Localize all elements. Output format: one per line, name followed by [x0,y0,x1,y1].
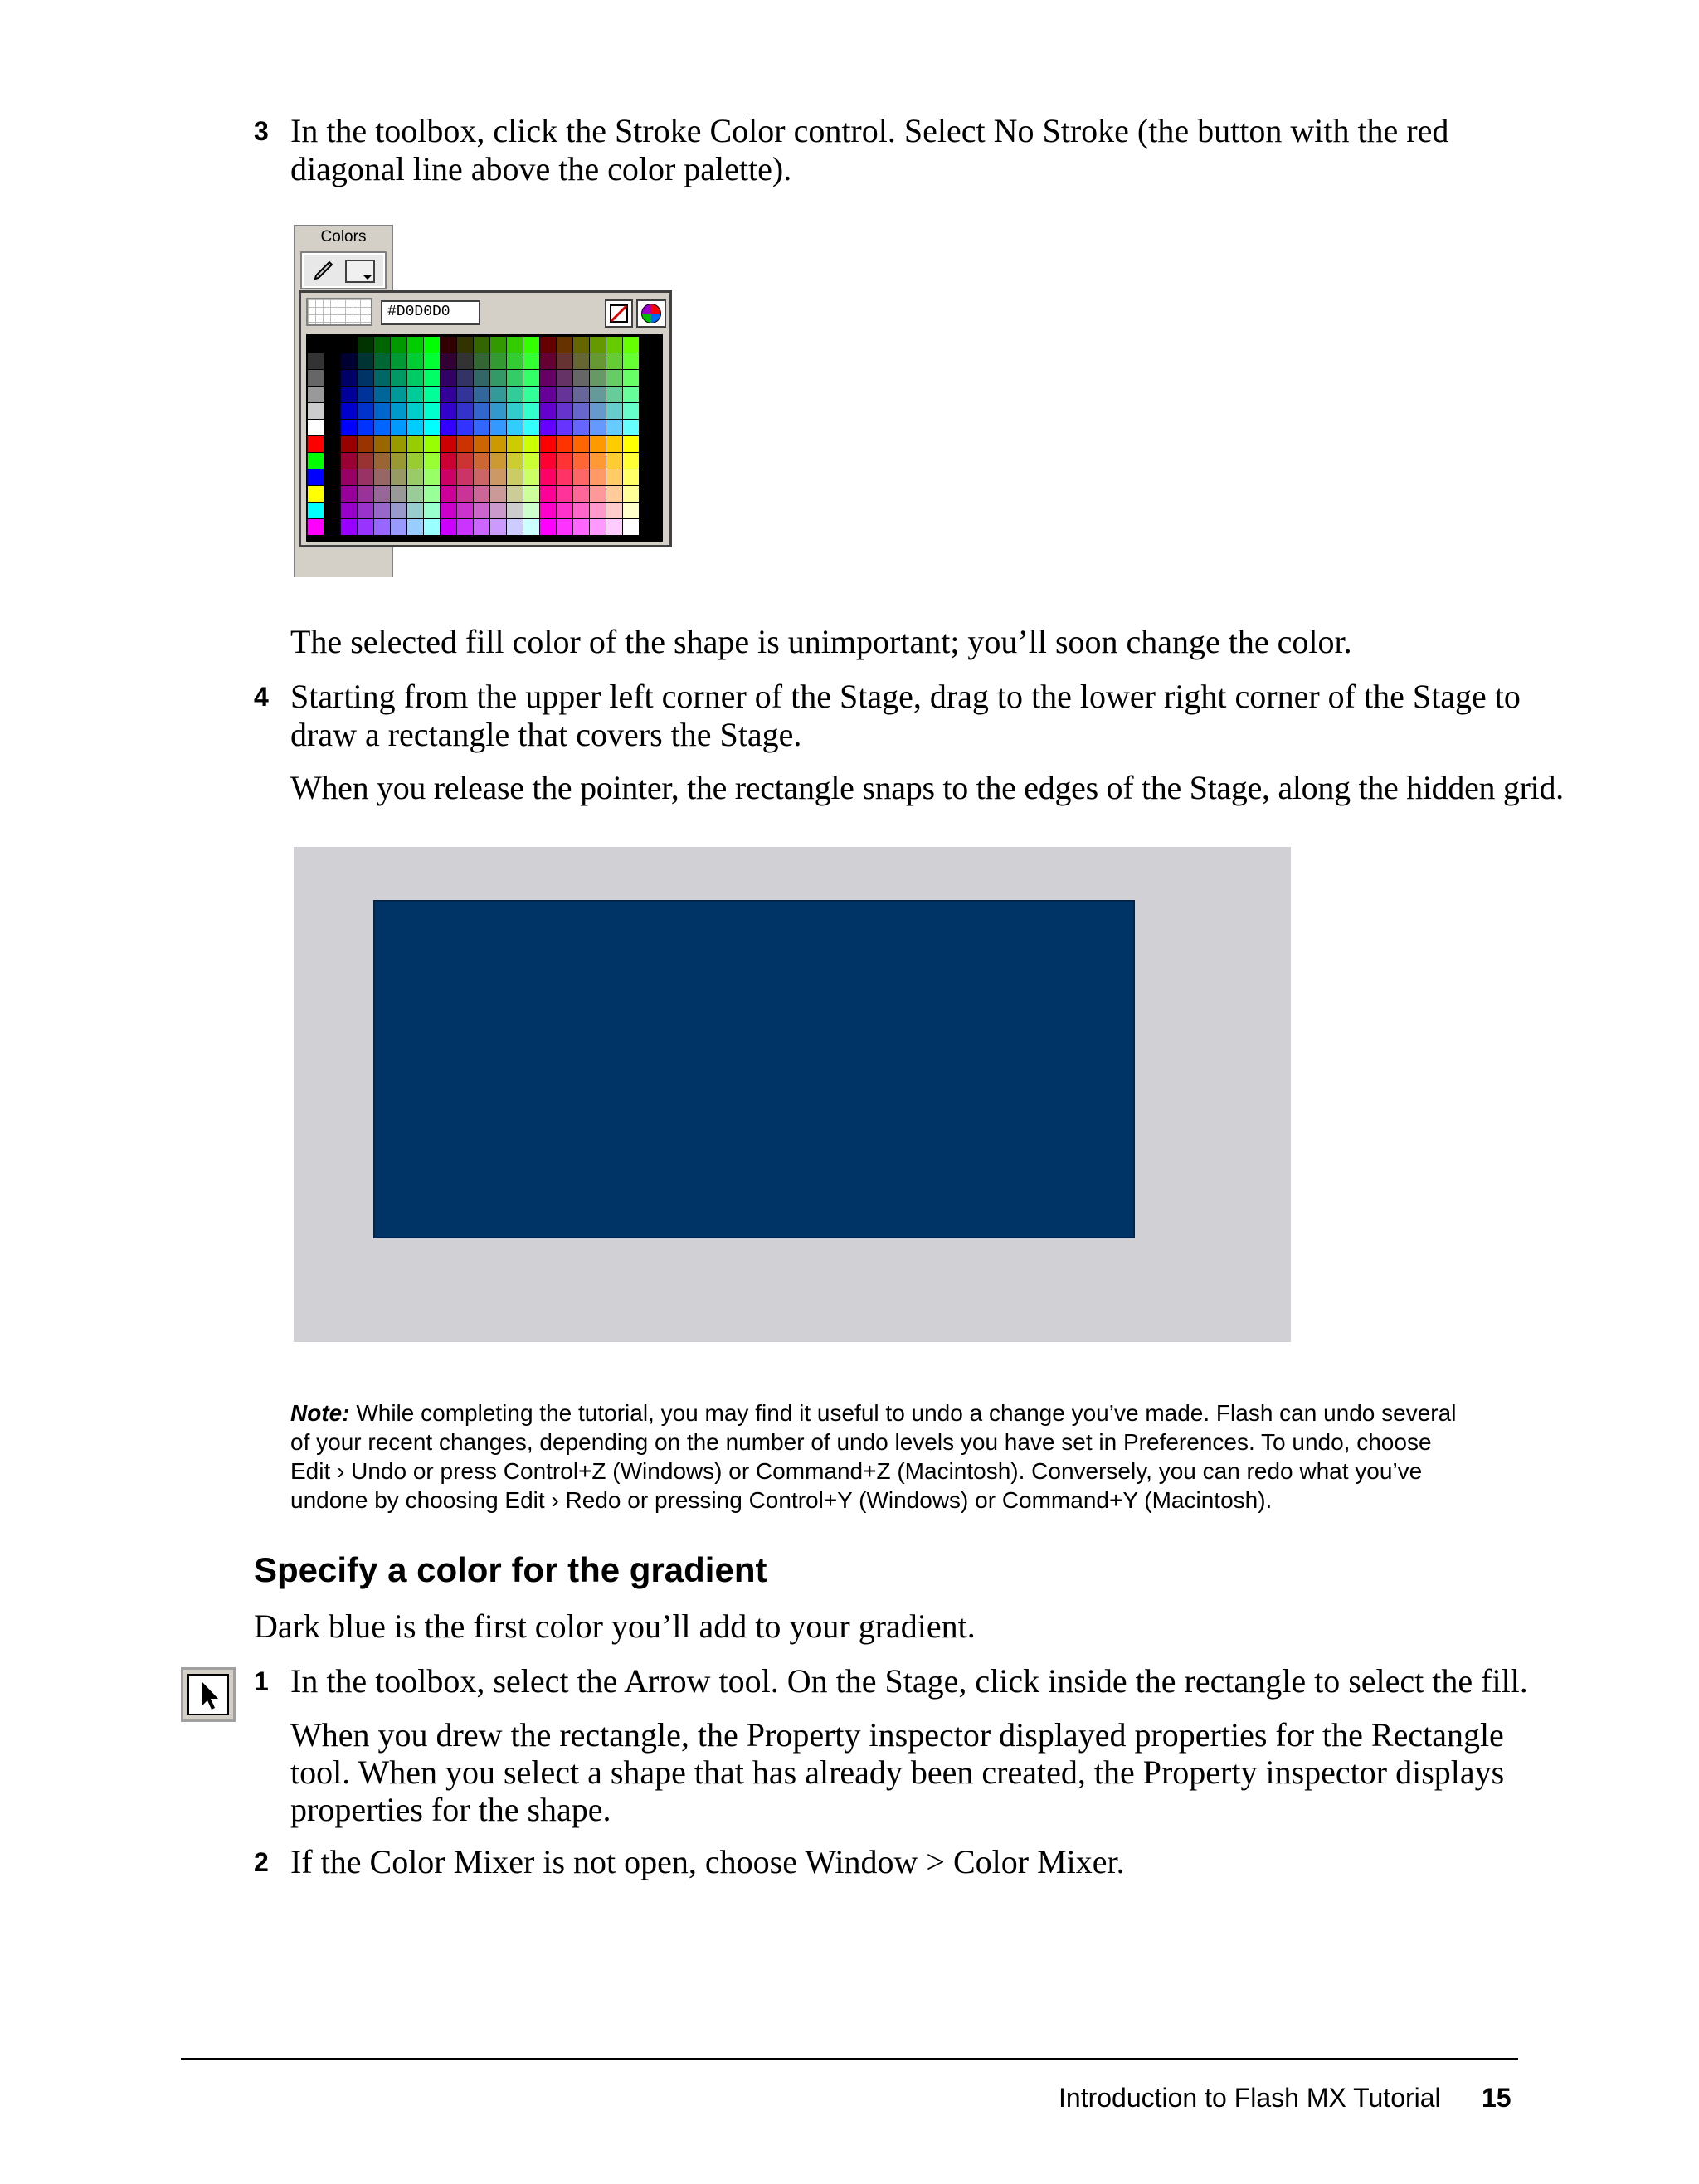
color-swatch[interactable] [374,486,391,503]
color-swatch[interactable] [590,469,606,486]
color-swatch[interactable] [606,486,623,503]
color-swatch[interactable] [308,486,324,503]
color-swatch[interactable] [490,403,507,420]
color-swatch[interactable] [358,337,374,353]
color-swatch[interactable] [374,337,391,353]
color-swatch[interactable] [590,453,606,469]
color-swatch[interactable] [308,503,324,519]
color-swatch[interactable] [457,469,474,486]
color-swatch[interactable] [374,469,391,486]
stage-rectangle[interactable] [373,900,1135,1238]
color-swatch[interactable] [407,420,424,436]
color-swatch[interactable] [441,503,457,519]
note-text: undone by choosing Edit › Redo or pressing Control+Y (Windows) or Command+Y (Macintosh). [290,1487,1273,1513]
color-swatch[interactable] [457,453,474,469]
color-swatch[interactable] [640,503,656,519]
color-swatch[interactable] [374,453,391,469]
color-picker-button[interactable] [636,299,666,328]
color-swatch[interactable] [490,337,507,353]
color-swatch[interactable] [474,353,490,370]
section-heading: Specify a color for the gradient [254,1550,767,1589]
no-stroke-icon [606,301,631,326]
color-swatch[interactable] [457,403,474,420]
step-text: Starting from the upper left corner of the Stage, drag to the lower right corner of the Stage to [290,678,1521,715]
color-swatch[interactable] [407,469,424,486]
color-swatch[interactable] [590,370,606,387]
color-swatch[interactable] [457,503,474,519]
color-swatch[interactable] [523,486,540,503]
note-label: Note: [290,1400,350,1426]
color-swatch[interactable] [441,337,457,353]
color-swatch[interactable] [457,436,474,453]
stroke-swatch-icon[interactable] [345,260,375,283]
color-swatch[interactable] [358,469,374,486]
color-swatch[interactable] [391,469,407,486]
color-swatch[interactable] [374,519,391,536]
color-swatch[interactable] [557,370,573,387]
step-text: draw a rectangle that covers the Stage. [290,716,802,753]
color-swatch[interactable] [308,469,324,486]
arrow-tool-button[interactable] [181,1667,236,1722]
color-swatch[interactable] [507,486,523,503]
color-swatch[interactable] [374,503,391,519]
color-swatch[interactable] [640,353,656,370]
color-swatch[interactable] [474,370,490,387]
color-swatch[interactable] [374,436,391,453]
color-swatch[interactable] [557,420,573,436]
color-swatch[interactable] [557,436,573,453]
color-swatch[interactable] [308,403,324,420]
color-swatch[interactable] [457,387,474,403]
color-swatch[interactable] [573,387,590,403]
color-swatch[interactable] [490,436,507,453]
color-swatch[interactable] [424,420,441,436]
color-swatch[interactable] [490,503,507,519]
color-swatch[interactable] [341,370,358,387]
color-swatch[interactable] [308,370,324,387]
color-swatch[interactable] [590,436,606,453]
color-swatch[interactable] [606,436,623,453]
color-swatch[interactable] [507,387,523,403]
color-swatch[interactable] [441,469,457,486]
color-swatch[interactable] [507,469,523,486]
color-swatch[interactable] [341,420,358,436]
color-swatch[interactable] [324,353,341,370]
color-swatch[interactable] [573,370,590,387]
color-swatch[interactable] [391,403,407,420]
color-swatch[interactable] [308,519,324,536]
color-swatch[interactable] [490,519,507,536]
color-swatch[interactable] [391,337,407,353]
color-swatch[interactable] [490,469,507,486]
color-swatch[interactable] [457,486,474,503]
color-swatch[interactable] [324,387,341,403]
color-swatch[interactable] [424,337,441,353]
color-swatch[interactable] [523,403,540,420]
color-swatch[interactable] [507,403,523,420]
color-swatch[interactable] [640,469,656,486]
color-swatch[interactable] [573,436,590,453]
color-swatch-grid[interactable] [306,334,663,542]
color-swatch[interactable] [523,436,540,453]
color-swatch[interactable] [391,370,407,387]
color-swatch[interactable] [441,403,457,420]
color-swatch[interactable] [424,503,441,519]
color-swatch[interactable] [523,503,540,519]
no-stroke-button[interactable] [605,299,633,328]
color-swatch[interactable] [523,353,540,370]
color-swatch[interactable] [474,403,490,420]
color-swatch[interactable] [407,486,424,503]
color-swatch[interactable] [590,403,606,420]
color-swatch[interactable] [523,420,540,436]
color-swatch[interactable] [623,353,640,370]
color-swatch[interactable] [507,453,523,469]
color-swatch[interactable] [507,337,523,353]
arrow-tool-icon [183,1670,233,1719]
paragraph: When you release the pointer, the rectangle snaps to the edges of the Stage, along the hidden grid. [290,769,1564,806]
color-swatch[interactable] [424,486,441,503]
color-swatch[interactable] [573,353,590,370]
paragraph: tool. When you select a shape that has already been created, the Property inspector displays [290,1754,1505,1791]
paragraph: When you drew the rectangle, the Property inspector displayed properties for the Rectangle [290,1716,1504,1754]
color-swatch[interactable] [557,486,573,503]
color-palette-popup [299,290,672,547]
color-swatch[interactable] [474,503,490,519]
color-swatch[interactable] [324,337,341,353]
color-swatch[interactable] [507,436,523,453]
color-swatch[interactable] [540,486,557,503]
color-swatch[interactable] [540,353,557,370]
color-swatch[interactable] [457,337,474,353]
color-swatch[interactable] [324,370,341,387]
color-swatch[interactable] [441,486,457,503]
color-swatch[interactable] [407,387,424,403]
color-swatch[interactable] [557,519,573,536]
color-swatch[interactable] [391,387,407,403]
color-swatch[interactable] [540,453,557,469]
color-swatch[interactable] [640,387,656,403]
color-swatch[interactable] [557,403,573,420]
color-swatch[interactable] [308,420,324,436]
color-swatch[interactable] [540,420,557,436]
color-swatch[interactable] [523,469,540,486]
color-swatch[interactable] [358,486,374,503]
color-swatch[interactable] [308,387,324,403]
color-swatch[interactable] [606,503,623,519]
color-swatch[interactable] [540,403,557,420]
color-swatch[interactable] [640,337,656,353]
color-swatch[interactable] [441,453,457,469]
color-swatch[interactable] [490,453,507,469]
color-swatch[interactable] [573,420,590,436]
color-swatch[interactable] [557,453,573,469]
color-swatch[interactable] [623,403,640,420]
color-swatch[interactable] [407,519,424,536]
note-block [290,1398,1456,1515]
color-swatch[interactable] [407,503,424,519]
color-swatch[interactable] [358,436,374,453]
color-swatch[interactable] [606,519,623,536]
color-swatch[interactable] [308,436,324,453]
color-swatch[interactable] [623,370,640,387]
color-swatch[interactable] [441,420,457,436]
color-swatch[interactable] [374,370,391,387]
color-swatch[interactable] [640,403,656,420]
color-swatch[interactable] [623,453,640,469]
color-swatch[interactable] [457,353,474,370]
color-swatch[interactable] [573,453,590,469]
color-swatch[interactable] [490,353,507,370]
paragraph: properties for the shape. [290,1791,611,1828]
footer-rule [181,2058,1518,2060]
color-swatch[interactable] [606,420,623,436]
current-color-preview [306,298,372,326]
color-wheel-icon [638,301,665,326]
color-swatch[interactable] [540,503,557,519]
color-swatch[interactable] [324,436,341,453]
color-swatch[interactable] [474,486,490,503]
color-swatch[interactable] [573,519,590,536]
color-swatch[interactable] [590,519,606,536]
color-swatch[interactable] [424,387,441,403]
page-number: 15 [1482,2083,1512,2113]
color-swatch[interactable] [557,353,573,370]
color-swatch[interactable] [407,436,424,453]
color-swatch[interactable] [640,420,656,436]
color-swatch[interactable] [391,519,407,536]
color-swatch[interactable] [391,453,407,469]
color-swatch[interactable] [457,420,474,436]
footer-title: Introduction to Flash MX Tutorial [1059,2083,1441,2113]
color-swatch[interactable] [507,370,523,387]
color-swatch[interactable] [341,503,358,519]
color-swatch[interactable] [341,403,358,420]
color-swatch[interactable] [407,370,424,387]
color-swatch[interactable] [324,453,341,469]
color-swatch[interactable] [441,436,457,453]
color-swatch[interactable] [308,337,324,353]
color-swatch[interactable] [540,370,557,387]
color-swatch[interactable] [623,469,640,486]
color-swatch[interactable] [391,436,407,453]
color-swatch[interactable] [540,469,557,486]
color-swatch[interactable] [358,370,374,387]
color-swatch[interactable] [474,436,490,453]
color-swatch[interactable] [441,370,457,387]
color-swatch[interactable] [441,387,457,403]
color-swatch[interactable] [358,353,374,370]
stroke-color-control[interactable] [302,253,385,288]
color-swatch[interactable] [606,469,623,486]
color-swatch[interactable] [507,353,523,370]
color-swatch[interactable] [441,519,457,536]
color-swatch[interactable] [407,453,424,469]
palette-cells[interactable] [308,337,656,536]
color-swatch[interactable] [474,453,490,469]
color-swatch[interactable] [606,453,623,469]
color-swatch[interactable] [441,353,457,370]
color-swatch[interactable] [640,370,656,387]
color-swatch[interactable] [341,453,358,469]
paragraph: The selected fill color of the shape is unimportant; you’ll soon change the color. [290,623,1352,660]
color-swatch[interactable] [341,353,358,370]
color-swatch[interactable] [474,519,490,536]
color-swatch[interactable] [324,519,341,536]
color-swatch[interactable] [407,353,424,370]
note-text: Edit › Undo or press Control+Z (Windows) or Command+Z (Macintosh). Conversely, you can redo what you’ve [290,1458,1423,1484]
color-swatch[interactable] [573,337,590,353]
color-swatch[interactable] [374,420,391,436]
color-swatch[interactable] [424,453,441,469]
color-swatch[interactable] [523,337,540,353]
color-swatch[interactable] [424,469,441,486]
color-swatch[interactable] [391,503,407,519]
color-swatch[interactable] [374,353,391,370]
step-number: 4 [254,682,269,712]
color-swatch[interactable] [573,469,590,486]
color-swatch[interactable] [623,436,640,453]
colors-panel-tab[interactable]: Colors [294,225,393,248]
paragraph: Dark blue is the first color you’ll add to your gradient. [254,1608,976,1645]
color-swatch[interactable] [474,420,490,436]
color-swatch[interactable] [341,519,358,536]
color-swatch[interactable] [457,519,474,536]
color-swatch[interactable] [324,486,341,503]
color-swatch[interactable] [324,403,341,420]
color-swatch[interactable] [424,370,441,387]
step-number: 1 [254,1666,269,1696]
color-swatch[interactable] [623,503,640,519]
color-swatch[interactable] [424,436,441,453]
color-swatch[interactable] [590,353,606,370]
color-swatch[interactable] [523,519,540,536]
color-swatch[interactable] [623,387,640,403]
color-swatch[interactable] [640,519,656,536]
color-swatch[interactable] [474,337,490,353]
color-swatch[interactable] [557,469,573,486]
color-swatch[interactable] [523,387,540,403]
color-swatch[interactable] [474,469,490,486]
color-swatch[interactable] [573,486,590,503]
stage-illustration [294,847,1291,1342]
color-swatch[interactable] [391,486,407,503]
color-swatch[interactable] [507,420,523,436]
color-swatch[interactable] [424,519,441,536]
note-text: of your recent changes, depending on the number of undo levels you have set in Preferences. To undo, choose [290,1429,1432,1455]
color-swatch[interactable] [507,519,523,536]
color-swatch[interactable] [523,370,540,387]
color-swatch[interactable] [358,453,374,469]
color-swatch[interactable] [640,436,656,453]
color-swatch[interactable] [374,387,391,403]
color-swatch[interactable] [324,503,341,519]
color-swatch[interactable] [557,387,573,403]
pencil-icon [312,259,335,282]
color-swatch[interactable] [341,469,358,486]
color-swatch[interactable] [606,387,623,403]
color-swatch[interactable] [474,387,490,403]
colors-panel-screenshot [294,225,672,577]
color-swatch[interactable] [540,519,557,536]
step-text: If the Color Mixer is not open, choose Window > Color Mixer. [290,1843,1125,1880]
color-swatch[interactable] [424,403,441,420]
color-swatch[interactable] [540,436,557,453]
color-swatch[interactable] [358,519,374,536]
color-swatch[interactable] [341,486,358,503]
color-swatch[interactable] [590,387,606,403]
color-swatch[interactable] [391,353,407,370]
color-swatch[interactable] [358,403,374,420]
color-swatch[interactable] [308,353,324,370]
note-text: While completing the tutorial, you may find it useful to undo a change you’ve made. Flash can undo several [356,1400,1457,1426]
color-swatch[interactable] [640,486,656,503]
color-swatch[interactable] [623,420,640,436]
color-swatch[interactable] [590,337,606,353]
color-swatch[interactable] [407,403,424,420]
color-swatch[interactable] [358,503,374,519]
color-swatch[interactable] [457,370,474,387]
color-swatch[interactable] [507,503,523,519]
color-swatch[interactable] [490,420,507,436]
color-swatch[interactable] [573,403,590,420]
hex-color-input[interactable]: #D0D0D0 [381,300,480,325]
color-swatch[interactable] [308,453,324,469]
color-swatch[interactable] [341,337,358,353]
color-swatch[interactable] [391,420,407,436]
color-swatch[interactable] [490,370,507,387]
color-swatch[interactable] [606,403,623,420]
color-swatch[interactable] [623,486,640,503]
step-text: diagonal line above the color palette). [290,150,792,187]
step-text: In the toolbox, select the Arrow tool. On the Stage, click inside the rectangle to select the fill. [290,1662,1528,1700]
color-swatch[interactable] [324,469,341,486]
color-swatch[interactable] [490,387,507,403]
color-swatch[interactable] [407,337,424,353]
color-swatch[interactable] [623,519,640,536]
color-swatch[interactable] [557,337,573,353]
color-swatch[interactable] [540,337,557,353]
color-swatch[interactable] [341,387,358,403]
color-swatch[interactable] [358,420,374,436]
color-swatch[interactable] [523,453,540,469]
color-swatch[interactable] [424,353,441,370]
color-swatch[interactable] [640,453,656,469]
color-swatch[interactable] [374,403,391,420]
color-swatch[interactable] [573,503,590,519]
color-swatch[interactable] [358,387,374,403]
color-swatch[interactable] [590,503,606,519]
color-swatch[interactable] [606,370,623,387]
step-text: In the toolbox, click the Stroke Color control. Select No Stroke (the button with the red [290,112,1449,149]
color-swatch[interactable] [606,337,623,353]
step-number: 3 [254,116,269,146]
color-swatch[interactable] [324,420,341,436]
color-swatch[interactable] [540,387,557,403]
color-swatch[interactable] [557,503,573,519]
color-swatch[interactable] [623,337,640,353]
step-number: 2 [254,1847,269,1877]
color-swatch[interactable] [490,486,507,503]
color-swatch[interactable] [590,420,606,436]
color-swatch[interactable] [606,353,623,370]
color-swatch[interactable] [341,436,358,453]
color-swatch[interactable] [590,486,606,503]
